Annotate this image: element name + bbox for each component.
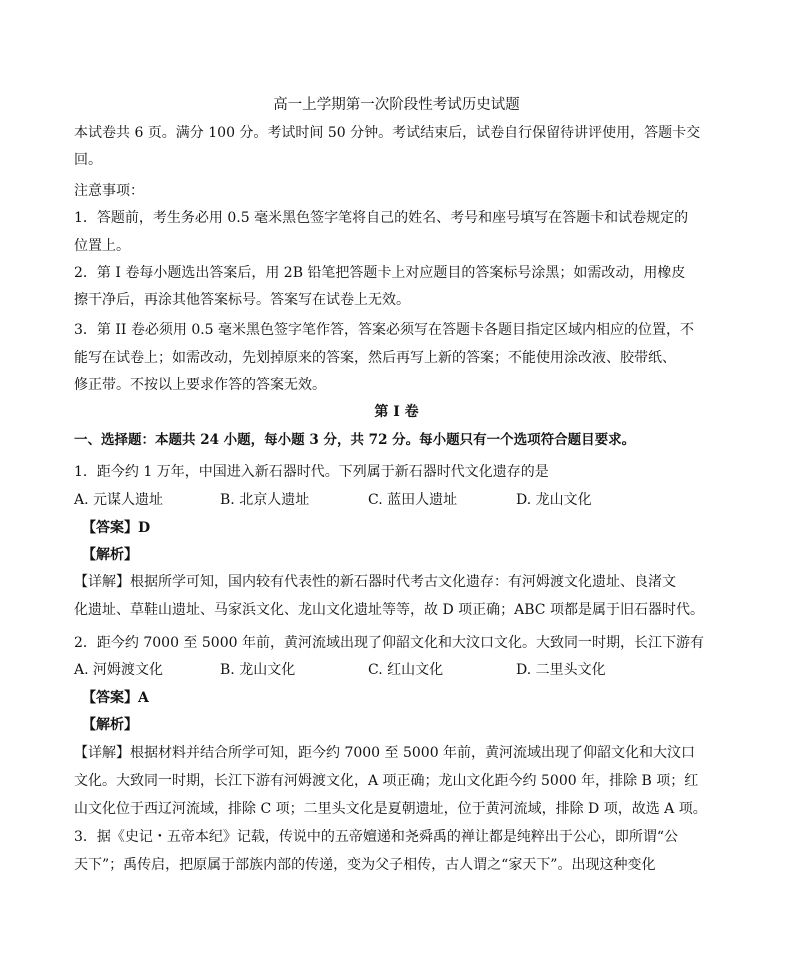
question-1-stem: 1．距今约 1 万年，中国进入新石器时代。下列属于新石器时代文化遗存的是 (74, 464, 549, 480)
question-2-stem: 2．距今约 7000 至 5000 年前，黄河流域出现了仰韶文化和大汶口文化。大致同一时期，长江下游有 (74, 635, 704, 651)
question-1-detail-line-1: 【详解】根据所学可知，国内较有代表性的新石器时代考古文化遗存：有河姆渡文化遗址、良渚文 (74, 574, 676, 590)
volume-heading: 第 I 卷 (374, 404, 419, 420)
note-3-line-1: 3．第 II 卷必须用 0.5 毫米黑色签字笔作答，答案必须写在答题卡各题目指定区域内相应的位置，不 (74, 322, 695, 338)
question-2-detail-line-1: 【详解】根据材料并结合所学可知，距今约 7000 至 5000 年前，黄河流域出现了仰韶文化和大汶口 (74, 745, 696, 761)
question-3-stem-line-1: 3．据《史记・五帝本纪》记载，传说中的五帝嬗递和尧舜禹的禅让都是纯粹出于公心，即所谓“公 (74, 829, 679, 845)
question-2-detail-line-3: 山文化位于西辽河流域，排除 C 项；二里头文化是夏朝遗址，位于黄河流域，排除 D 项，故选 A 项。 (74, 801, 707, 817)
note-2-line-2: 擦干净后，再涂其他答案标号。答案写在试卷上无效。 (74, 292, 410, 308)
note-3-line-2: 能写在试卷上；如需改动，先划掉原来的答案，然后再写上新的答案；不能使用涂改液、胶带纸、 (74, 350, 676, 366)
question-1-option-d: D. 龙山文化 (516, 492, 592, 508)
note-1-line-2: 位置上。 (74, 238, 130, 254)
section-heading: 一、选择题：本题共 24 小题，每小题 3 分，共 72 分。每小题只有一个选项符合题目要求。 (74, 432, 636, 448)
note-2-line-1: 2．第 I 卷每小题选出答案后，用 2B 铅笔把答题卡上对应题目的答案标号涂黑；如需改动，用橡皮 (74, 265, 686, 281)
question-2-option-d: D. 二里头文化 (516, 662, 606, 678)
intro-line-2: 回。 (74, 152, 102, 168)
intro-line-1: 本试卷共 6 页。满分 100 分。考试时间 50 分钟。考试结束后，试卷自行保留待讲评使用，答题卡交 (74, 125, 701, 141)
question-2-option-a: A. 河姆渡文化 (74, 662, 164, 678)
question-1-answer: 【答案】D (82, 520, 151, 536)
question-1-analysis-label: 【解析】 (82, 547, 138, 563)
question-2-option-b: B. 龙山文化 (220, 662, 296, 678)
question-1-option-c: C. 蓝田人遗址 (368, 492, 458, 508)
question-2-detail-line-2: 文化。大致同一时期，长江下游有河姆渡文化，A 项正确；龙山文化距今约 5000 年，排除 B 项；红 (74, 773, 699, 789)
question-2-answer: 【答案】A (82, 690, 149, 706)
page-title: 高一上学期第一次阶段性考试历史试题 (273, 97, 520, 113)
question-1-option-b: B. 北京人遗址 (220, 492, 310, 508)
note-3-line-3: 修正带。不按以上要求作答的答案无效。 (74, 377, 326, 393)
question-2-option-c: C. 红山文化 (368, 662, 444, 678)
notes-heading: 注意事项： (74, 183, 144, 199)
question-1-option-a: A. 元谋人遗址 (74, 492, 164, 508)
question-1-detail-line-2: 化遗址、草鞋山遗址、马家浜文化、龙山文化遗址等等，故 D 项正确；ABC 项都是属于旧石器时代。 (74, 602, 704, 618)
question-3-stem-line-2: 天下”；禹传启，把原属于部族内部的传递，变为父子相传，古人谓之“家天下”。出现这种变化 (74, 857, 656, 873)
note-1-line-1: 1．答题前，考生务必用 0.5 毫米黑色签字笔将自己的姓名、考号和座号填写在答题卡和试卷规定的 (74, 210, 689, 226)
question-2-analysis-label: 【解析】 (82, 717, 138, 733)
